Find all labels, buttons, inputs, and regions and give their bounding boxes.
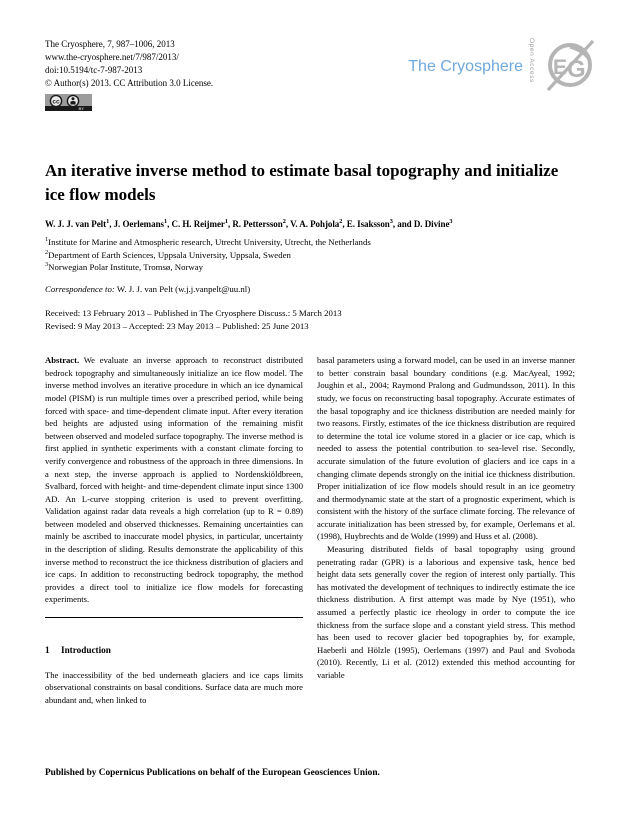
author-name: J. Oerlemans	[113, 219, 164, 229]
correspondence-contact: W. J. J. van Pelt (w.j.j.vanpelt@uu.nl)	[116, 284, 251, 295]
abstract-paragraph	[45, 354, 303, 606]
section-title: Introduction	[61, 645, 111, 656]
journal-name: The Cryosphere	[408, 58, 523, 75]
revised-line: Revised: 9 May 2013 – Accepted: 23 May 2013 – Published: 25 June 2013	[45, 321, 309, 332]
article-url: www.the-cryosphere.net/7/987/2013/	[45, 52, 179, 62]
svg-text:BY: BY	[78, 106, 85, 111]
svg-text:E: E	[553, 56, 568, 79]
publisher-footer: Published by Copernicus Publications on behalf of the European Geosciences Union.	[45, 768, 380, 778]
publication-info	[45, 38, 575, 115]
dates-block	[45, 307, 575, 333]
body-paragraph: Measuring distributed fields of basal topography using ground penetrating radar (GPR) is a laborious and expensive task, hence bed height data sets generally cover the region of interest only partially. This has motivated the development of techniques to indirectly estimate the ice thickness distribution. A first attempt was made by Nye (1951), who assumed a perfectly plastic ice rheology in order to compute the ice thickness from the surface slope and a constant yield stress. This method has been used to recover glacier bed topographies by, for example, Haeberli and Hölzle (1995), Oerlemans (1997) and Paul and Svoboda (2010). Recently, Li et al. (2012) extended this method accounting for variable	[317, 544, 575, 680]
affiliation-sup: 2	[45, 248, 49, 256]
svg-text:cc: cc	[52, 98, 60, 106]
author-name: V. A. Pohjola	[290, 219, 340, 229]
author-name: R. Pettersson	[232, 219, 283, 229]
author-line: W. J. J. van Pelt$^1$, J. Oerlemans$^1$, C. H. Reijmer$^1$, R. Pettersson$^2$, V. A. Pohjola$^2$, E. Isaksson$^3$, and D. Divine$^3$	[45, 218, 453, 229]
left-column	[45, 354, 303, 706]
received-line: Received: 13 February 2013 – Published in The Cryosphere Discuss.: 5 March 2013	[45, 308, 342, 319]
affiliation-sup: 1	[45, 236, 49, 243]
correspondence-label: Correspondence to:	[45, 284, 115, 295]
affiliation-line: $^2$Department of Earth Sciences, Uppsala University, Uppsala, Sweden	[45, 248, 291, 260]
svg-text:G: G	[567, 56, 586, 83]
paper-title: An iterative inverse method to estimate basal topography and initialize ice flow models	[45, 161, 559, 204]
affiliation-line: $^1$Institute for Marine and Atmospheric research, Utrecht University, Utrecht, the Netherlands	[45, 236, 371, 247]
intro-paragraph: The inaccessibility of the bed underneath glaciers and ice caps limits observational constraints on basal conditions. Surface data are much more abundant and, when linked to	[45, 669, 303, 705]
body-paragraph: basal parameters using a forward model, can be used in an inverse manner to better constrain basal boundary conditions (e.g. MacAyeal, 1992; Joughin et al., 2004; Raymond Pralong and Gudmundsson, 2011). In this study, we focus on reconstructing basal topography. Accurate estimates of the basal topography and ice thickness distribution are needed mainly for two reasons. Firstly, estimates of the ice thickness distribution are required to determine the total ice volume stored in a glacier or ice cap, which is needed to assess the potential contribution to sea-level rise. Secondly, accurate simulation of the future evolution of glaciers and ice caps in a changing climate depends strongly on the initial ice thickness distribution. Proper initialization of ice flow models should result in an ice geometry and thermodynamic state at the start of a prognostic experiment, which is consistent with the history of the surface climate forcing. The relevance of accurate initialization has been stressed by, for example, Oerlemans et al. (1998), Huybrechts and de Wolde (1999) and Huss et al. (2008).	[317, 355, 575, 542]
author-affiliation-sup: 1	[163, 218, 168, 225]
author-affiliation-sup: 1	[224, 218, 228, 225]
cc-by-badge-icon	[45, 94, 575, 115]
author-affiliation-sup: 3	[389, 218, 393, 225]
abstract-text: We evaluate an inverse approach to reconstruct distributed bedrock topography and simultaneously initialize an ice flow model. The inverse method involves an iterative procedure in which an ice dynamical model (PISM) is run multiple times over a prescribed period, while being forced with space- and time-dependent climate input. After every iteration bed heights are adjusted using information of the remaining misfit between observed and modeled surface topography. The inverse method is first applied in synthetic experiments with a constant climate forcing to verify convergence and robustness of the approach in three dimensions. In a next step, the inverse approach is applied to Nordenskiöldbreen, Svalbard, forced with height- and time-dependent climate input since 1300 AD. An L-curve stopping criterion is used to prevent overfitting. Validation against radar data reveals a high correlation (up to R = 0.89) between modeled and observed thicknesses. Remaining uncertainties can mainly be ascribed to inaccurate model physics, in particular, uncertainty in the description of sliding. Results demonstrate the applicability of this inverse method to reconstruct the ice thickness distribution of glaciers and ice caps. In addition to reconstructing bedrock topography, the method provides a direct tool to initialize ice flow models for forecasting experiments.	[45, 355, 303, 605]
license-line: © Author(s) 2013. CC Attribution 3.0 License.	[45, 78, 214, 88]
journal-citation: The Cryosphere, 7, 987–1006, 2013	[45, 39, 175, 49]
author-name: E. Isaksson	[346, 219, 390, 229]
affiliation-sup: 3	[45, 261, 49, 269]
affiliation-line: $^3$Norwegian Polar Institute, Tromsø, Norway	[45, 261, 204, 273]
abstract-label: Abstract.	[45, 355, 80, 366]
author-affiliation-sup: 2	[282, 218, 286, 225]
correspondence-line	[45, 284, 575, 294]
abstract-divider	[45, 617, 303, 618]
author-affiliation-sup: 1	[106, 218, 110, 225]
affiliation-list	[45, 235, 575, 273]
author-affiliation-sup: 2	[339, 218, 343, 225]
author-affiliation-sup: 3	[449, 218, 453, 225]
author-name: D. Divine	[413, 219, 450, 229]
right-column	[317, 354, 575, 706]
body-columns	[45, 354, 575, 706]
author-name: W. J. J. van Pelt	[45, 219, 107, 229]
section-number: 1	[45, 645, 50, 656]
section-heading-introduction	[45, 644, 303, 657]
article-doi: doi:10.5194/tc-7-987-2013	[45, 65, 143, 75]
open-access-label: Open Access	[528, 38, 535, 83]
author-name: C. H. Reijmer	[171, 219, 225, 229]
